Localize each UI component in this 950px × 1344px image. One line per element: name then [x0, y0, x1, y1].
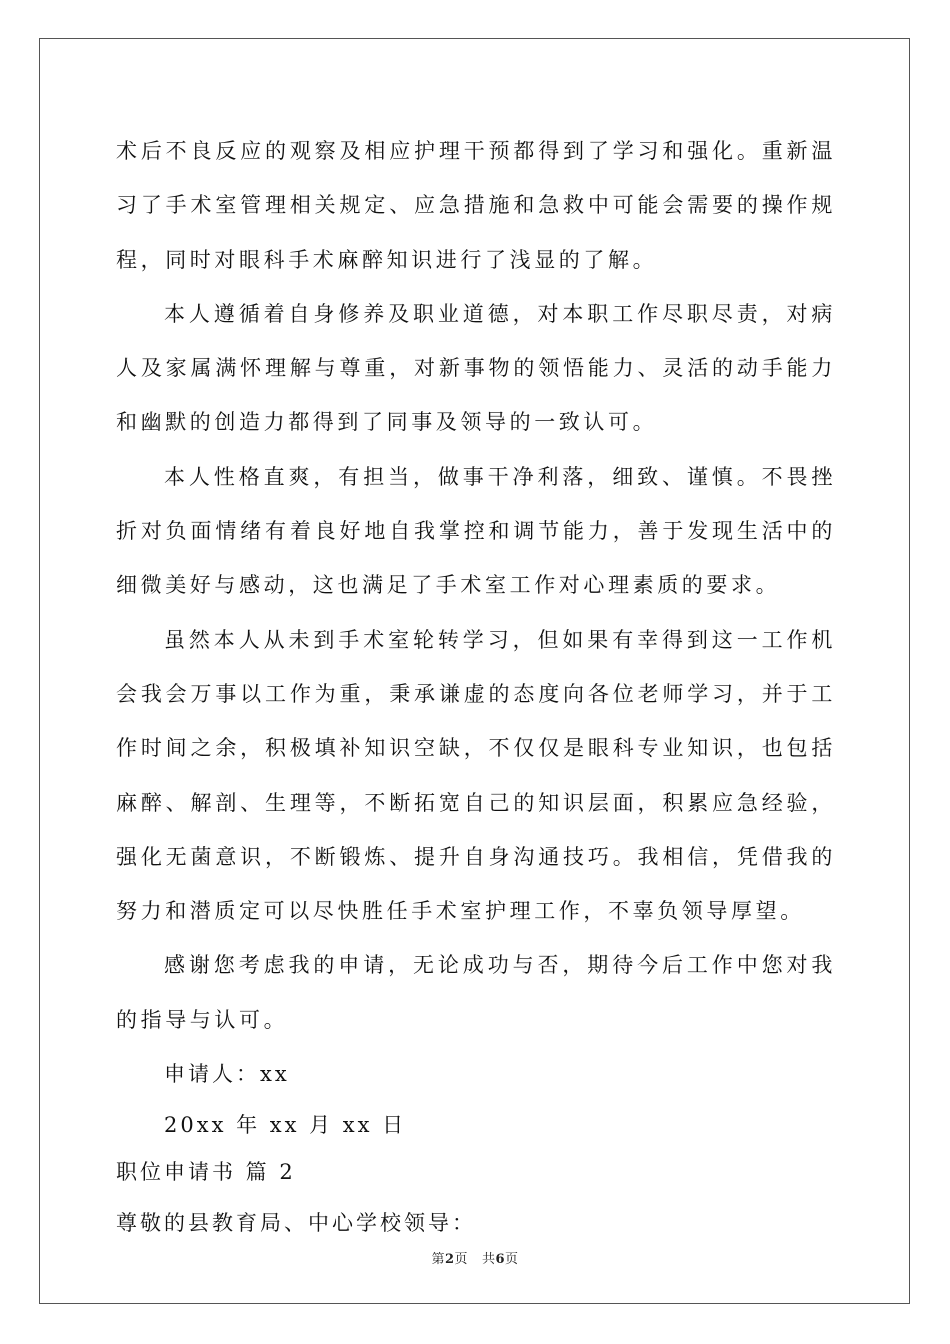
page-footer — [0, 1248, 950, 1267]
section-title: 职位申请书 篇 2 — [116, 1160, 296, 1185]
footer-page-prefix: 第 — [431, 1252, 445, 1267]
paragraph-3: 本人性格直爽，有担当，做事干净利落，细致、谨慎。不畏挫折对负面情绪有着良好地自我掌控和调节能力，善于发现生活中的细微美好与感动，这也满足了手术室工作对心理素质的要求。 — [116, 464, 836, 598]
paragraph-2: 本人遵循着自身修养及职业道德，对本职工作尽职尽责，对病人及家属满怀理解与尊重，对新事物的领悟能力、灵活的动手能力和幽默的创造力都得到了同事及领导的一致认可。 — [116, 301, 836, 435]
footer-current-page: 2 — [445, 1252, 455, 1267]
paragraph-1: 术后不良反应的观察及相应护理干预都得到了学习和强化。重新温习了手术室管理相关规定、应急措施和急救中可能会需要的操作规程，同时对眼科手术麻醉知识进行了浅显的了解。 — [116, 139, 836, 272]
paragraph-5: 感谢您考虑我的申请，无论成功与否，期待今后工作中您对我的指导与认可。 — [116, 953, 836, 1032]
salutation: 尊敬的县教育局、中心学校领导： — [116, 1211, 476, 1236]
footer-page-mid: 页 共 — [454, 1252, 496, 1267]
footer-page-suffix: 页 — [505, 1252, 519, 1267]
applicant-line: 申请人：xx — [164, 1062, 290, 1087]
paragraph-4: 虽然本人从未到手术室轮转学习，但如果有幸得到这一工作机会我会万事以工作为重，秉承谦虚的态度向各位老师学习，并于工作时间之余，积极填补知识空缺，不仅仅是眼科专业知识，也包括麻醉、解剖、生理等，不断拓宽自己的知识层面，积累应急经验，强化无菌意识，不断锻炼、提升自身沟通技巧。我相信，凭借我的努力和潜质定可以尽快胜任手术室护理工作，不辜负领导厚望。 — [116, 627, 836, 924]
document-body — [116, 124, 836, 1247]
date-line: 20xx 年 xx 月 xx 日 — [164, 1113, 407, 1138]
footer-total-pages: 6 — [495, 1252, 505, 1267]
